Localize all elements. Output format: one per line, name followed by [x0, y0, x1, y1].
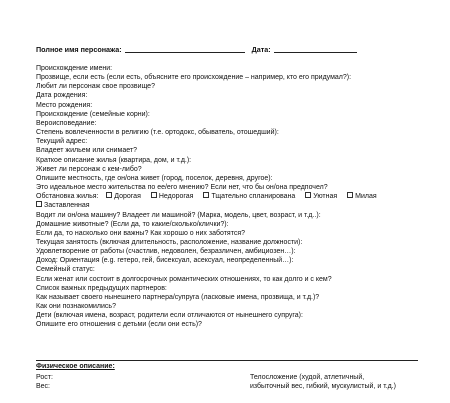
header-row: [36, 45, 436, 54]
field-nickname: Прозвище, если есть (если есть, объясните его происхождение – например, кто его придумал?):: [36, 74, 352, 82]
field-owns-or-rents: Владеет жильем или снимает?: [36, 147, 138, 155]
field-partner-nicknames: Как называет своего нынешнего партнера/супруга (ласковые имена, прозвища, и т.д.)?: [36, 293, 320, 301]
housing-options-row-2: [36, 201, 441, 210]
field-how-met: Как они познакомились?: [36, 303, 116, 311]
option-carefully-planned[interactable]: Тщательно спланирована: [203, 193, 295, 200]
checkbox-icon: [106, 192, 112, 198]
field-long-term-relationship: Если женат или состоит в долгосрочных романтических отношениях, то как долго и с кем?: [36, 275, 332, 283]
field-religion: Вероисповедание:: [36, 119, 97, 127]
housing-label: Обстановка жилья:: [36, 193, 99, 201]
checkbox-icon: [151, 192, 157, 198]
physical-left-column: [36, 373, 53, 391]
field-birth-place: Место рождения:: [36, 101, 93, 109]
field-birth-date: Дата рождения:: [36, 92, 88, 100]
housing-options-row: [36, 192, 441, 201]
option-cluttered[interactable]: Заставленная: [36, 202, 90, 209]
character-name-label: Полное имя персонажа:: [36, 45, 122, 54]
checkbox-icon: [36, 201, 42, 207]
field-pets-care: Если да, то насколько они важны? Как хорошо о них заботятся?: [36, 229, 246, 237]
checkbox-icon: [305, 192, 311, 198]
field-marital-status: Семейный статус:: [36, 266, 95, 274]
field-likes-nickname: Любит ли персонаж свое прозвище?: [36, 83, 155, 91]
fields-list: [36, 64, 441, 330]
option-expensive[interactable]: Дорогая: [106, 193, 141, 200]
field-height: Рост:: [36, 374, 53, 381]
field-locality: Опишите местность, где он/она живет (город, поселок, деревня, другое):: [36, 174, 273, 182]
option-cozy[interactable]: Уютная: [305, 193, 337, 200]
date-label: Дата:: [251, 45, 271, 54]
field-income-orientation: Доход: Ориентация (e.g. гетеро, гей, бисексуал, асексуал, неопределенный…):: [36, 257, 294, 265]
field-car: Водит ли он/она машину? Владеет ли машиной? (Марка, модель, цвет, возраст, и т.д..):: [36, 211, 321, 219]
field-employment: Текущая занятость (включая длительность, расположение, название должности):: [36, 238, 303, 246]
field-weight: Вес:: [36, 383, 51, 391]
character-name-field[interactable]: [125, 45, 245, 53]
field-family-roots: Происхождение (семейные корни):: [36, 110, 150, 118]
field-children: Дети (включая имена, возраст, родители если отличаются от нынешнего супруга):: [36, 312, 303, 320]
date-field[interactable]: [274, 45, 357, 53]
checkbox-icon: [203, 192, 209, 198]
field-ideal-residence: Это идеальное место жительства по ее/его мнению? Если нет, что бы он/она предпочел?: [36, 184, 328, 192]
checkbox-icon: [347, 192, 353, 198]
field-pets: Домашние животные? (Если да, то какие/сколько/клички?):: [36, 220, 229, 228]
field-lives-with: Живет ли персонаж с кем-либо?: [36, 165, 142, 173]
section-divider: [36, 360, 418, 361]
field-current-address: Текущий адрес:: [36, 138, 88, 146]
field-build: Телосложение (худой, атлетичный, избыточный вес, гибкий, мускулистый, и т.д.): [250, 374, 396, 391]
field-religion-involvement: Степень вовлеченности в религию (т.е. ортодокс, обыватель, отошедший):: [36, 129, 279, 137]
field-previous-partners: Список важных предыдущих партнеров:: [36, 284, 167, 292]
option-inexpensive[interactable]: Недорогая: [151, 193, 194, 200]
field-housing-description: Краткое описание жилья (квартира, дом, и т.д.):: [36, 156, 192, 164]
field-name-origin: Происхождение имени:: [36, 65, 113, 72]
physical-description-title: Физическое описание:: [36, 363, 115, 370]
option-cute[interactable]: Милая: [347, 193, 377, 200]
field-children-relationship: Опишите его отношения с детьми (если они есть)?: [36, 321, 202, 329]
field-job-satisfaction: Удовлетворение от работы (счастлив, недоволен, безразличен, амбициозен…):: [36, 248, 296, 256]
